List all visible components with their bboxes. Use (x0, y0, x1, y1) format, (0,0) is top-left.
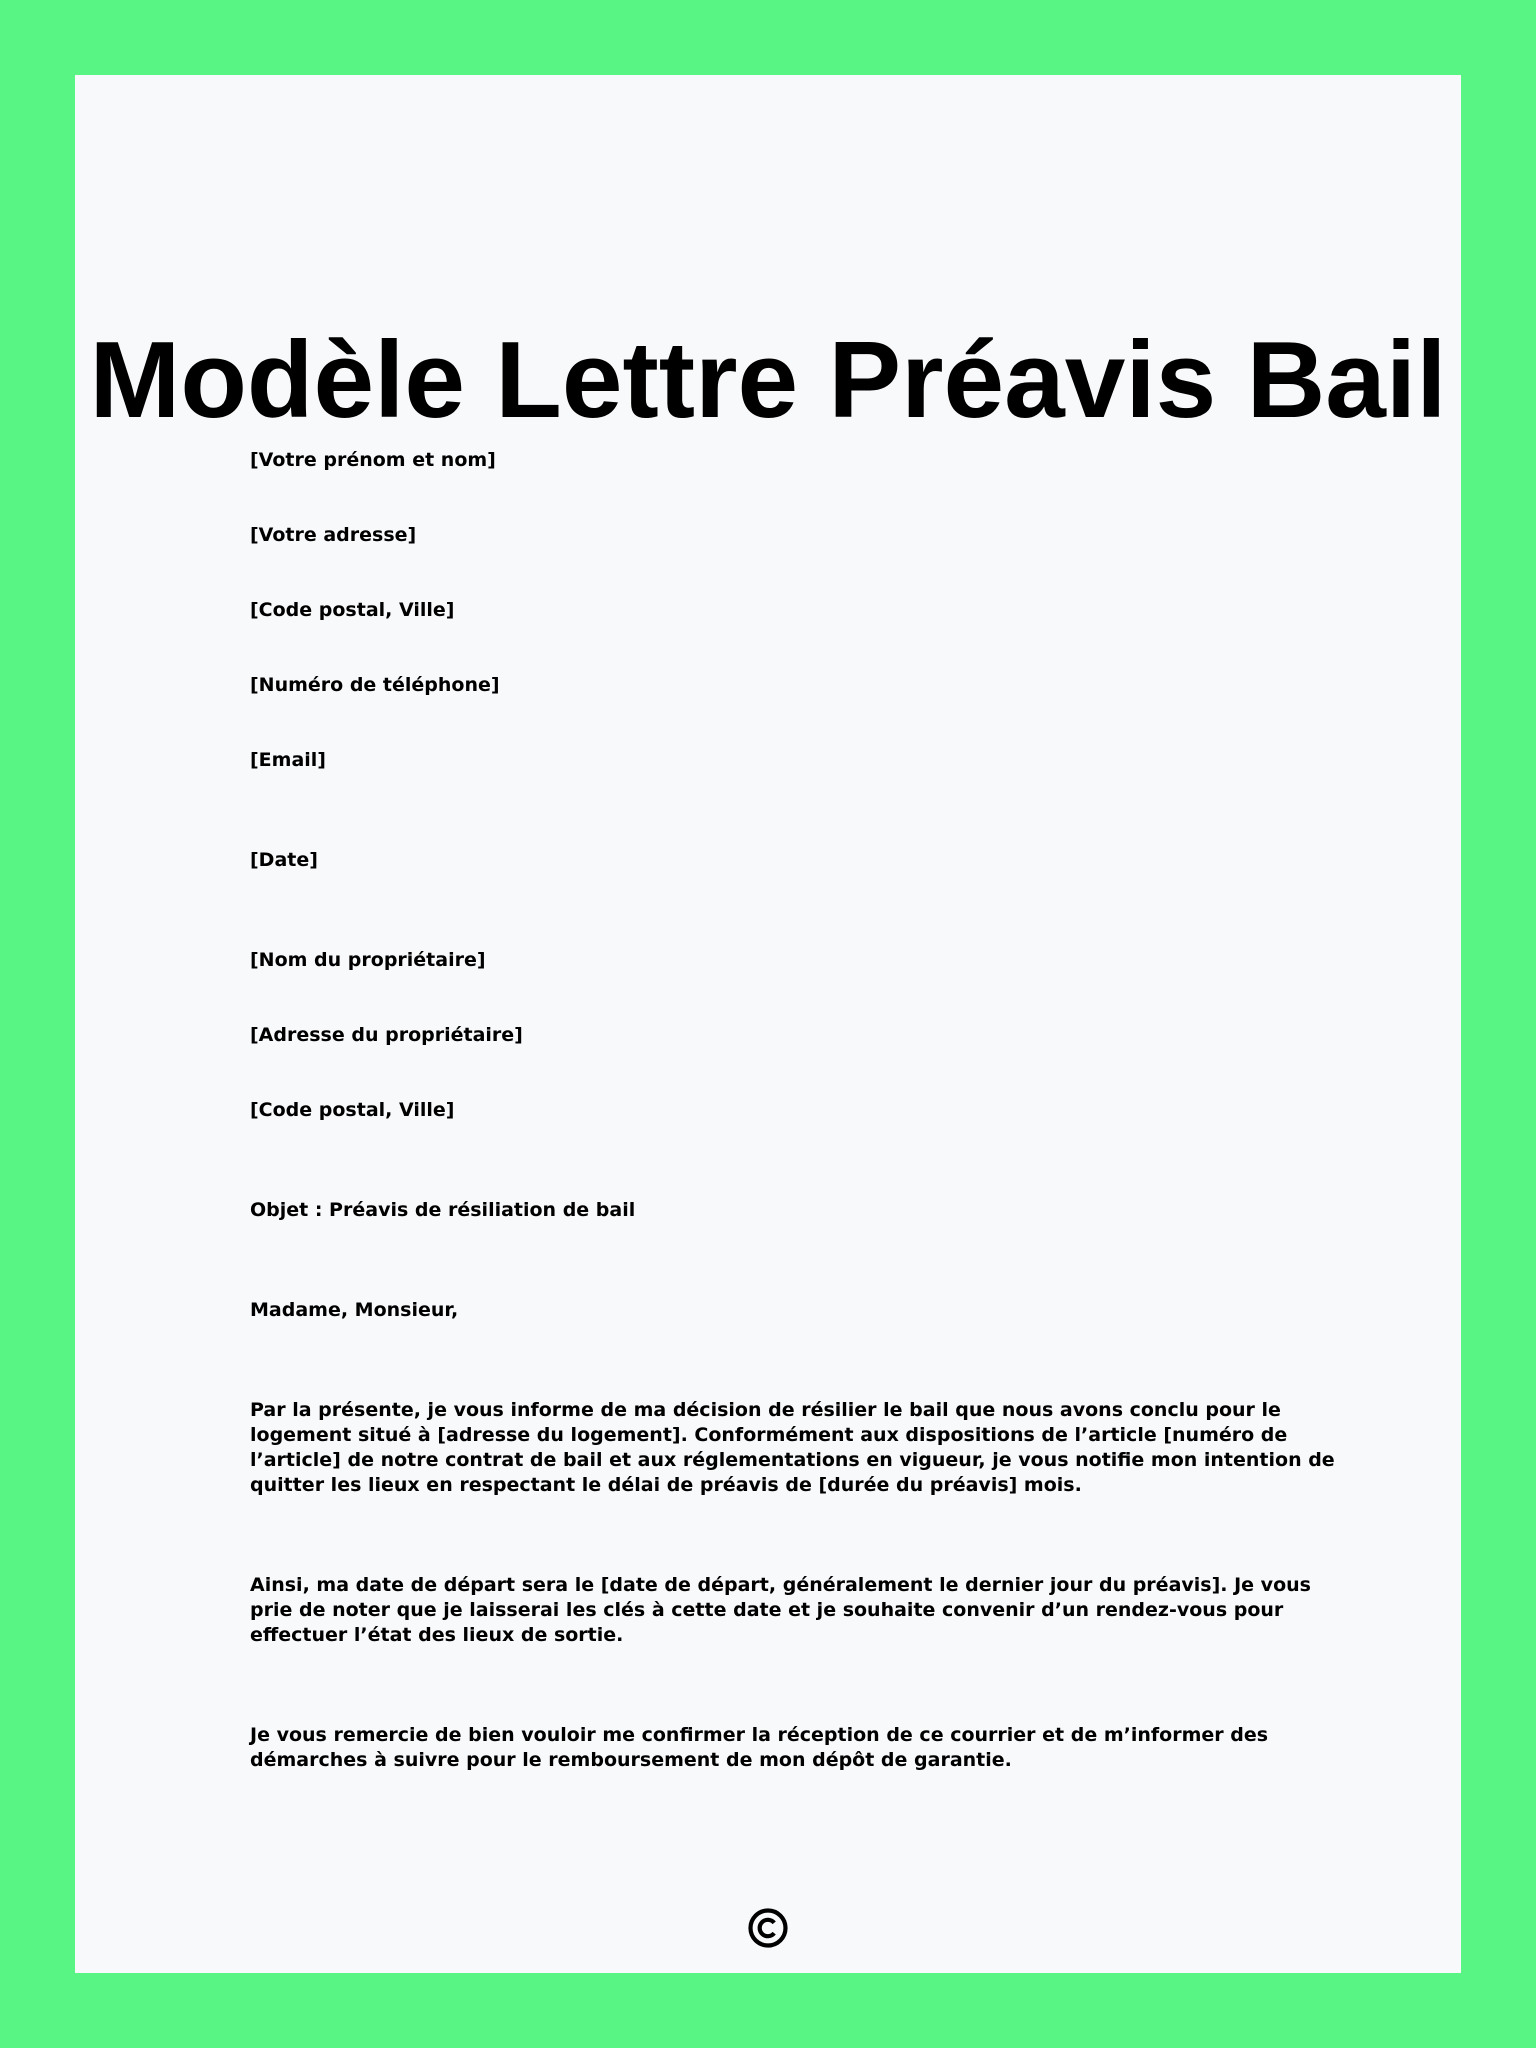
recipient-address: [Adresse du propriétaire] (250, 1024, 523, 1046)
page-title: Modèle Lettre Préavis Bail (89, 319, 1447, 441)
sender-email: [Email] (250, 749, 326, 771)
recipient-name: [Nom du propriétaire] (250, 949, 486, 971)
letter-page (75, 75, 1461, 1973)
sender-address: [Votre adresse] (250, 524, 417, 546)
body-paragraph-1: Par la présente, je vous informe de ma décision de résilier le bail que nous avons conclu pour le logement situé à [adresse du logement]. Conformément aux dispositions de l’article [numéro de l’article] de notre contrat de bail et aux réglementations en vigueur, je vous notifie mon intention de quitter les lieux en respectant le délai de préavis de [durée du préavis] mois. (250, 1399, 1335, 1496)
body-paragraph-3: Je vous remercie de bien vouloir me confirmer la réception de ce courrier et de m’informer des démarches à suivre pour le remboursement de mon dépôt de garantie. (250, 1724, 1269, 1771)
letter-subject: Objet : Préavis de résiliation de bail (250, 1199, 636, 1221)
sender-phone: [Numéro de téléphone] (250, 674, 500, 696)
body-paragraph-2: Ainsi, ma date de départ sera le [date de départ, généralement le dernier jour du préavis]. Je vous prie de noter que je laisserai les clés à cette date et je souhaite convenir d’un rendez-vous pour effectuer l’état des lieux de sortie. (250, 1574, 1311, 1646)
copyright-icon (743, 1903, 793, 1953)
sender-name: [Votre prénom et nom] (250, 449, 496, 471)
letter-date: [Date] (250, 849, 318, 871)
recipient-city: [Code postal, Ville] (250, 1099, 455, 1121)
sender-city: [Code postal, Ville] (250, 599, 455, 621)
letter-salutation: Madame, Monsieur, (250, 1299, 459, 1321)
